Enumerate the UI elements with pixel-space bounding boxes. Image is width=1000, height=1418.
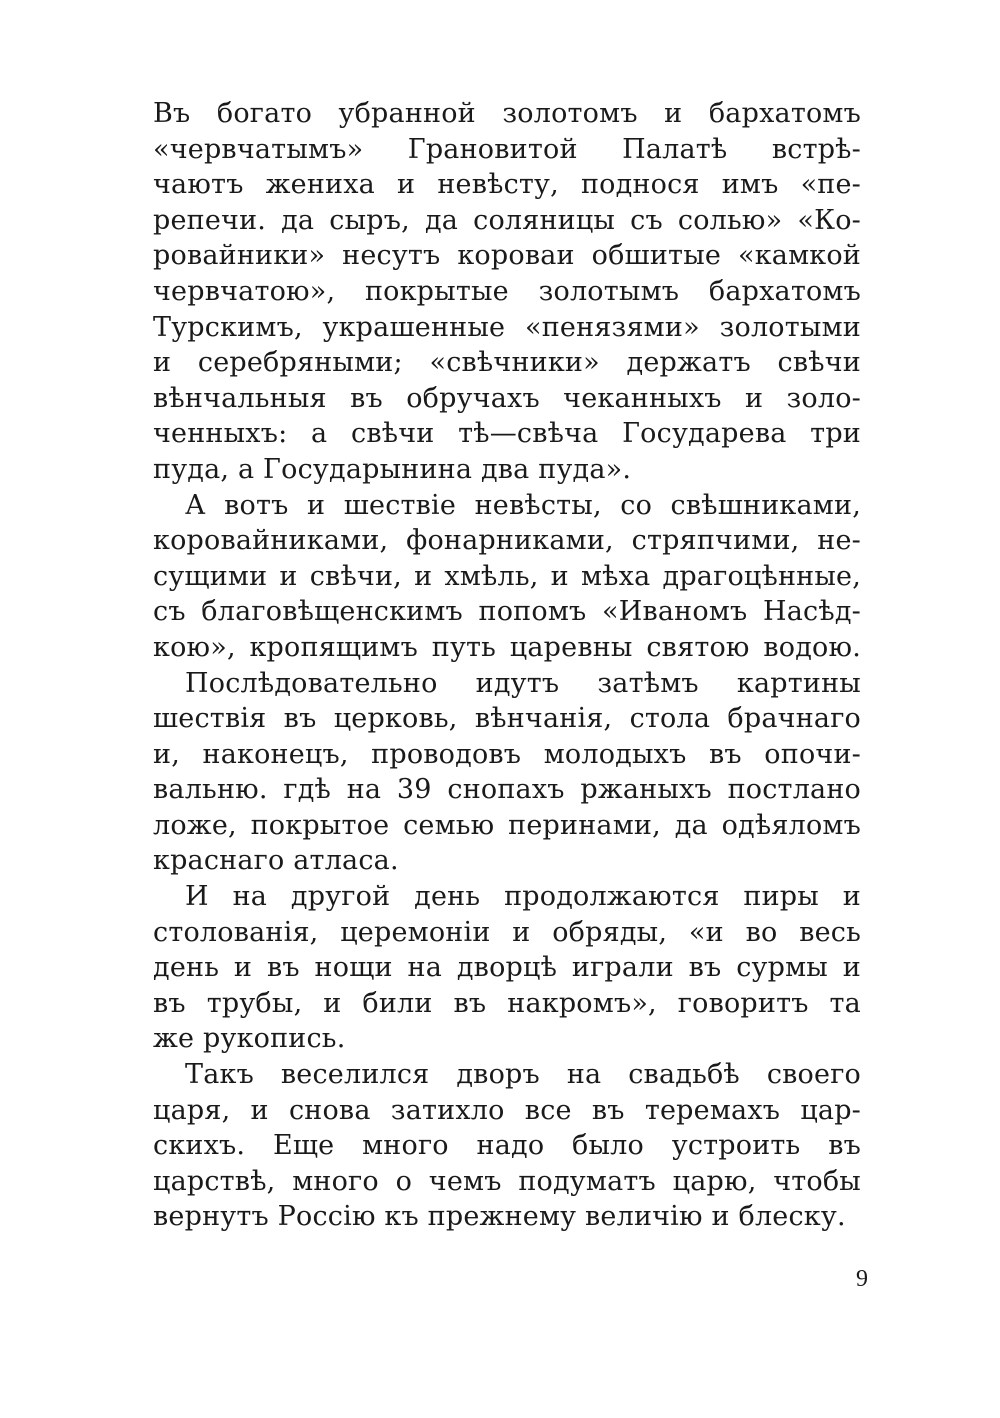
- text-line: съ благовѣщенскимъ попомъ «Иваномъ Насѣд-: [153, 596, 861, 628]
- text-line: вернутъ Россію къ прежнему величію и блеску.: [153, 1201, 846, 1233]
- text-line: коровайниками, фонарниками, стряпчими, не-: [153, 525, 861, 557]
- text-line: въ трубы, и били въ накромъ», говоритъ та: [153, 987, 861, 1019]
- text-line: столованія, церемоніи и обряды, «и во весь: [153, 916, 861, 948]
- text-line: И на другой день продолжаются пиры и: [185, 881, 861, 913]
- text-line: «червчатымъ» Грановитой Палатѣ встрѣ-: [153, 133, 861, 165]
- text-line: Послѣдовательно идутъ затѣмъ картины: [185, 667, 861, 699]
- text-line: сущими и свѣчи, и хмѣль, и мѣха драгоцѣнные,: [153, 560, 861, 592]
- text-line: Въ богато убранной золотомъ и бархатомъ: [153, 98, 861, 129]
- body-text: [153, 96, 861, 1235]
- text-line: кою», кропящимъ путь царевны святою водою.: [153, 631, 861, 663]
- page-number: 9: [856, 1266, 868, 1292]
- text-line: же рукопись.: [153, 1023, 346, 1055]
- text-line: пуда, а Государынина два пуда».: [153, 453, 632, 485]
- text-line: вѣнчальныя въ обручахъ чеканныхъ и золо-: [153, 382, 861, 414]
- text-line: и, наконецъ, проводовъ молодыхъ въ опочи-: [153, 738, 861, 770]
- text-line: ложе, покрытое семью перинами, да одѣяломъ: [153, 809, 861, 841]
- text-line: и серебряными; «свѣчники» держатъ свѣчи: [153, 347, 861, 379]
- text-line: царствѣ, много о чемъ подуматъ царю, чтобы: [153, 1165, 861, 1197]
- text-line: краснаго атласа.: [153, 845, 399, 877]
- text-line: шествія въ церковь, вѣнчанія, стола брачнаго: [153, 703, 861, 735]
- text-line: скихъ. Еще много надо было устроить въ: [153, 1130, 861, 1162]
- text-line: А вотъ и шествіе невѣсты, со свѣшниками,: [185, 489, 861, 521]
- paragraph-4: [153, 879, 861, 1057]
- paragraph-3: [153, 666, 861, 880]
- paragraph-5: [153, 1057, 861, 1235]
- text-line: вальню. гдѣ на 39 снопахъ ржаныхъ постлано: [153, 774, 861, 806]
- text-line: репечи. да сыръ, да соляницы съ солью» «Ко-: [153, 204, 861, 236]
- text-line: чаютъ жениха и невѣсту, поднося имъ «пе-: [153, 169, 861, 201]
- paragraph-1: [153, 96, 861, 488]
- text-line: царя, и снова затихло все въ теремахъ цар-: [153, 1094, 861, 1126]
- paragraph-2: [153, 488, 861, 666]
- text-line: червчатою», покрытые золотымъ бархатомъ: [153, 275, 861, 307]
- text-line: Такъ веселился дворъ на свадьбѣ своего: [185, 1059, 861, 1091]
- text-line: Турскимъ, украшенные «пенязями» золотыми: [153, 311, 861, 343]
- text-line: ченныхъ: а свѣчи тѣ—свѣча Государева три: [153, 418, 861, 450]
- text-line: ровайники» несутъ короваи обшитые «камкой: [153, 240, 861, 272]
- text-line: день и въ нощи на дворцѣ играли въ сурмы и: [153, 952, 861, 984]
